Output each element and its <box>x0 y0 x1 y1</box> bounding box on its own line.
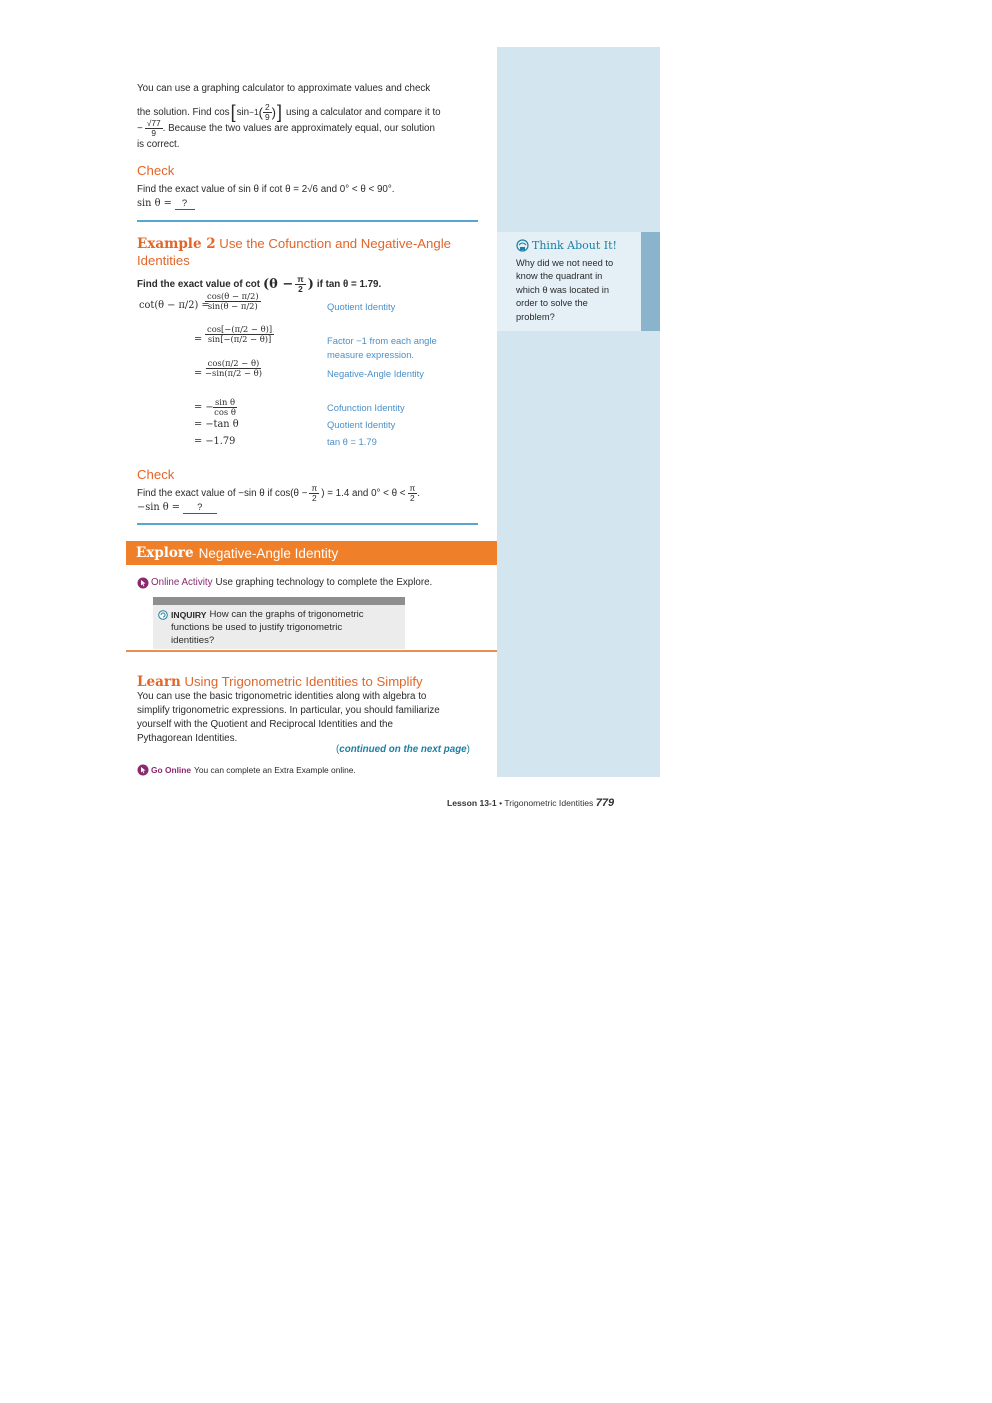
intro-line-3: − $\frac{√77}{9}$ . Because the two values are approximately equal, our solution <box>137 118 435 139</box>
intro-line-1: You can use a graphing calculator to approximate values and check <box>137 83 431 94</box>
step-4-sign: = − <box>194 402 214 413</box>
continued-note: (continued on the next page) <box>336 744 470 755</box>
divider <box>137 523 478 525</box>
explore-heading-bar: Explore Negative-Angle Identity <box>126 541 497 565</box>
divider <box>126 650 497 652</box>
example-2-lhs: cot(θ − π/2) = <box>139 300 210 311</box>
step-1-fraction: $\frac{\cos(\theta - \pi/2)}{\sin(\theta - \pi/2)}$ <box>207 290 259 311</box>
answer-blank[interactable]: ? <box>183 504 217 514</box>
page-footer: Lesson 13-1 • Trigonometric Identities 779 <box>447 797 615 809</box>
margin-sidebar <box>497 47 660 777</box>
check-1-answer: sin θ = ? <box>137 197 195 211</box>
refresh-icon <box>158 610 168 620</box>
example-2-prompt: Find the exact value of cot (θ − $\frac{\pi}{2}$ ) if tan θ = 1.79. <box>137 274 382 295</box>
go-online: Go Online You can complete an Extra Example online. <box>137 764 356 776</box>
divider <box>137 220 478 222</box>
check-2-heading: Check <box>137 467 175 482</box>
think-about-it-body: Why did we not need to know the quadrant in which θ was located in order to solve the problem? <box>516 258 614 322</box>
learn-heading: Learn Using Trigonometric Identities to Simplify <box>137 674 423 690</box>
check-2-question: Find the exact value of −sin θ if cos(θ − $\frac{\pi}{2}$ ) = 1.4 and 0° < θ < $\frac{\pi}{2}$ . <box>137 483 421 504</box>
answer-blank[interactable]: ? <box>175 200 195 210</box>
inquiry-text: INQUIRY How can the graphs of trigonometric functions be used to justify trigonometric identities? <box>158 609 364 648</box>
cursor-click-icon <box>137 577 149 589</box>
example-2-heading: Example 2 Use the Cofunction and Negative-Angle Identities <box>137 236 451 268</box>
step-4-fraction: $\frac{\text{sin θ}}{\text{cos θ}}$ <box>214 396 236 417</box>
step-4-note: Cofunction Identity <box>327 402 405 413</box>
step-6-note: tan θ = 1.79 <box>327 436 377 447</box>
check-2-answer: −sin θ = ? <box>137 501 217 515</box>
fraction-sqrt77-9: $\frac{√77}{9}$ <box>146 118 161 139</box>
intro-line-2: the solution. Find cos [ sin −1 ( $\frac{2}{9}$ ) ] using a calculator and compare it to <box>137 101 441 123</box>
step-1-note: Quotient Identity <box>327 301 396 312</box>
step-5-expr: = −tan θ <box>194 419 239 430</box>
step-6-expr: = −1.79 <box>194 436 236 447</box>
step-2-fraction: $\frac{\cos[-(\pi/2 - \theta)]}{\sin[-(\pi/2 - \theta)]}$ <box>207 323 273 344</box>
page-number: 779 <box>595 797 615 809</box>
think-about-it-strip <box>641 232 660 331</box>
step-2-note: Factor −1 from each angle measure expression. <box>327 335 437 360</box>
go-online-link[interactable]: Go Online <box>151 765 192 775</box>
online-activity-link[interactable]: Online Activity <box>151 577 213 588</box>
think-about-it-title: Think About It! <box>516 239 617 252</box>
check-1-heading: Check <box>137 163 175 178</box>
step-3-fraction: $\frac{\cos(\pi/2 - \theta)}{-\sin(\pi/2 - \theta)}$ <box>205 357 262 378</box>
fraction-2-9: $\frac{2}{9}$ <box>264 101 270 123</box>
check-1-question: Find the exact value of sin θ if cot θ = 2√6 and 0° < θ < 90°. <box>137 184 395 195</box>
intro-line-4: is correct. <box>137 139 180 150</box>
step-5-note: Quotient Identity <box>327 419 396 430</box>
thinking-head-icon <box>516 239 529 252</box>
step-3-note: Negative-Angle Identity <box>327 368 424 379</box>
cursor-click-icon <box>137 764 149 776</box>
learn-paragraph: You can use the basic trigonometric identities along with algebra to simplify trigonometric expressions. In particular, you should familiarize yourself with the Quotient and Reciprocal Identities and the Pythagorean Identities. <box>137 691 440 744</box>
online-activity: Online Activity Use graphing technology to complete the Explore. <box>137 576 432 590</box>
